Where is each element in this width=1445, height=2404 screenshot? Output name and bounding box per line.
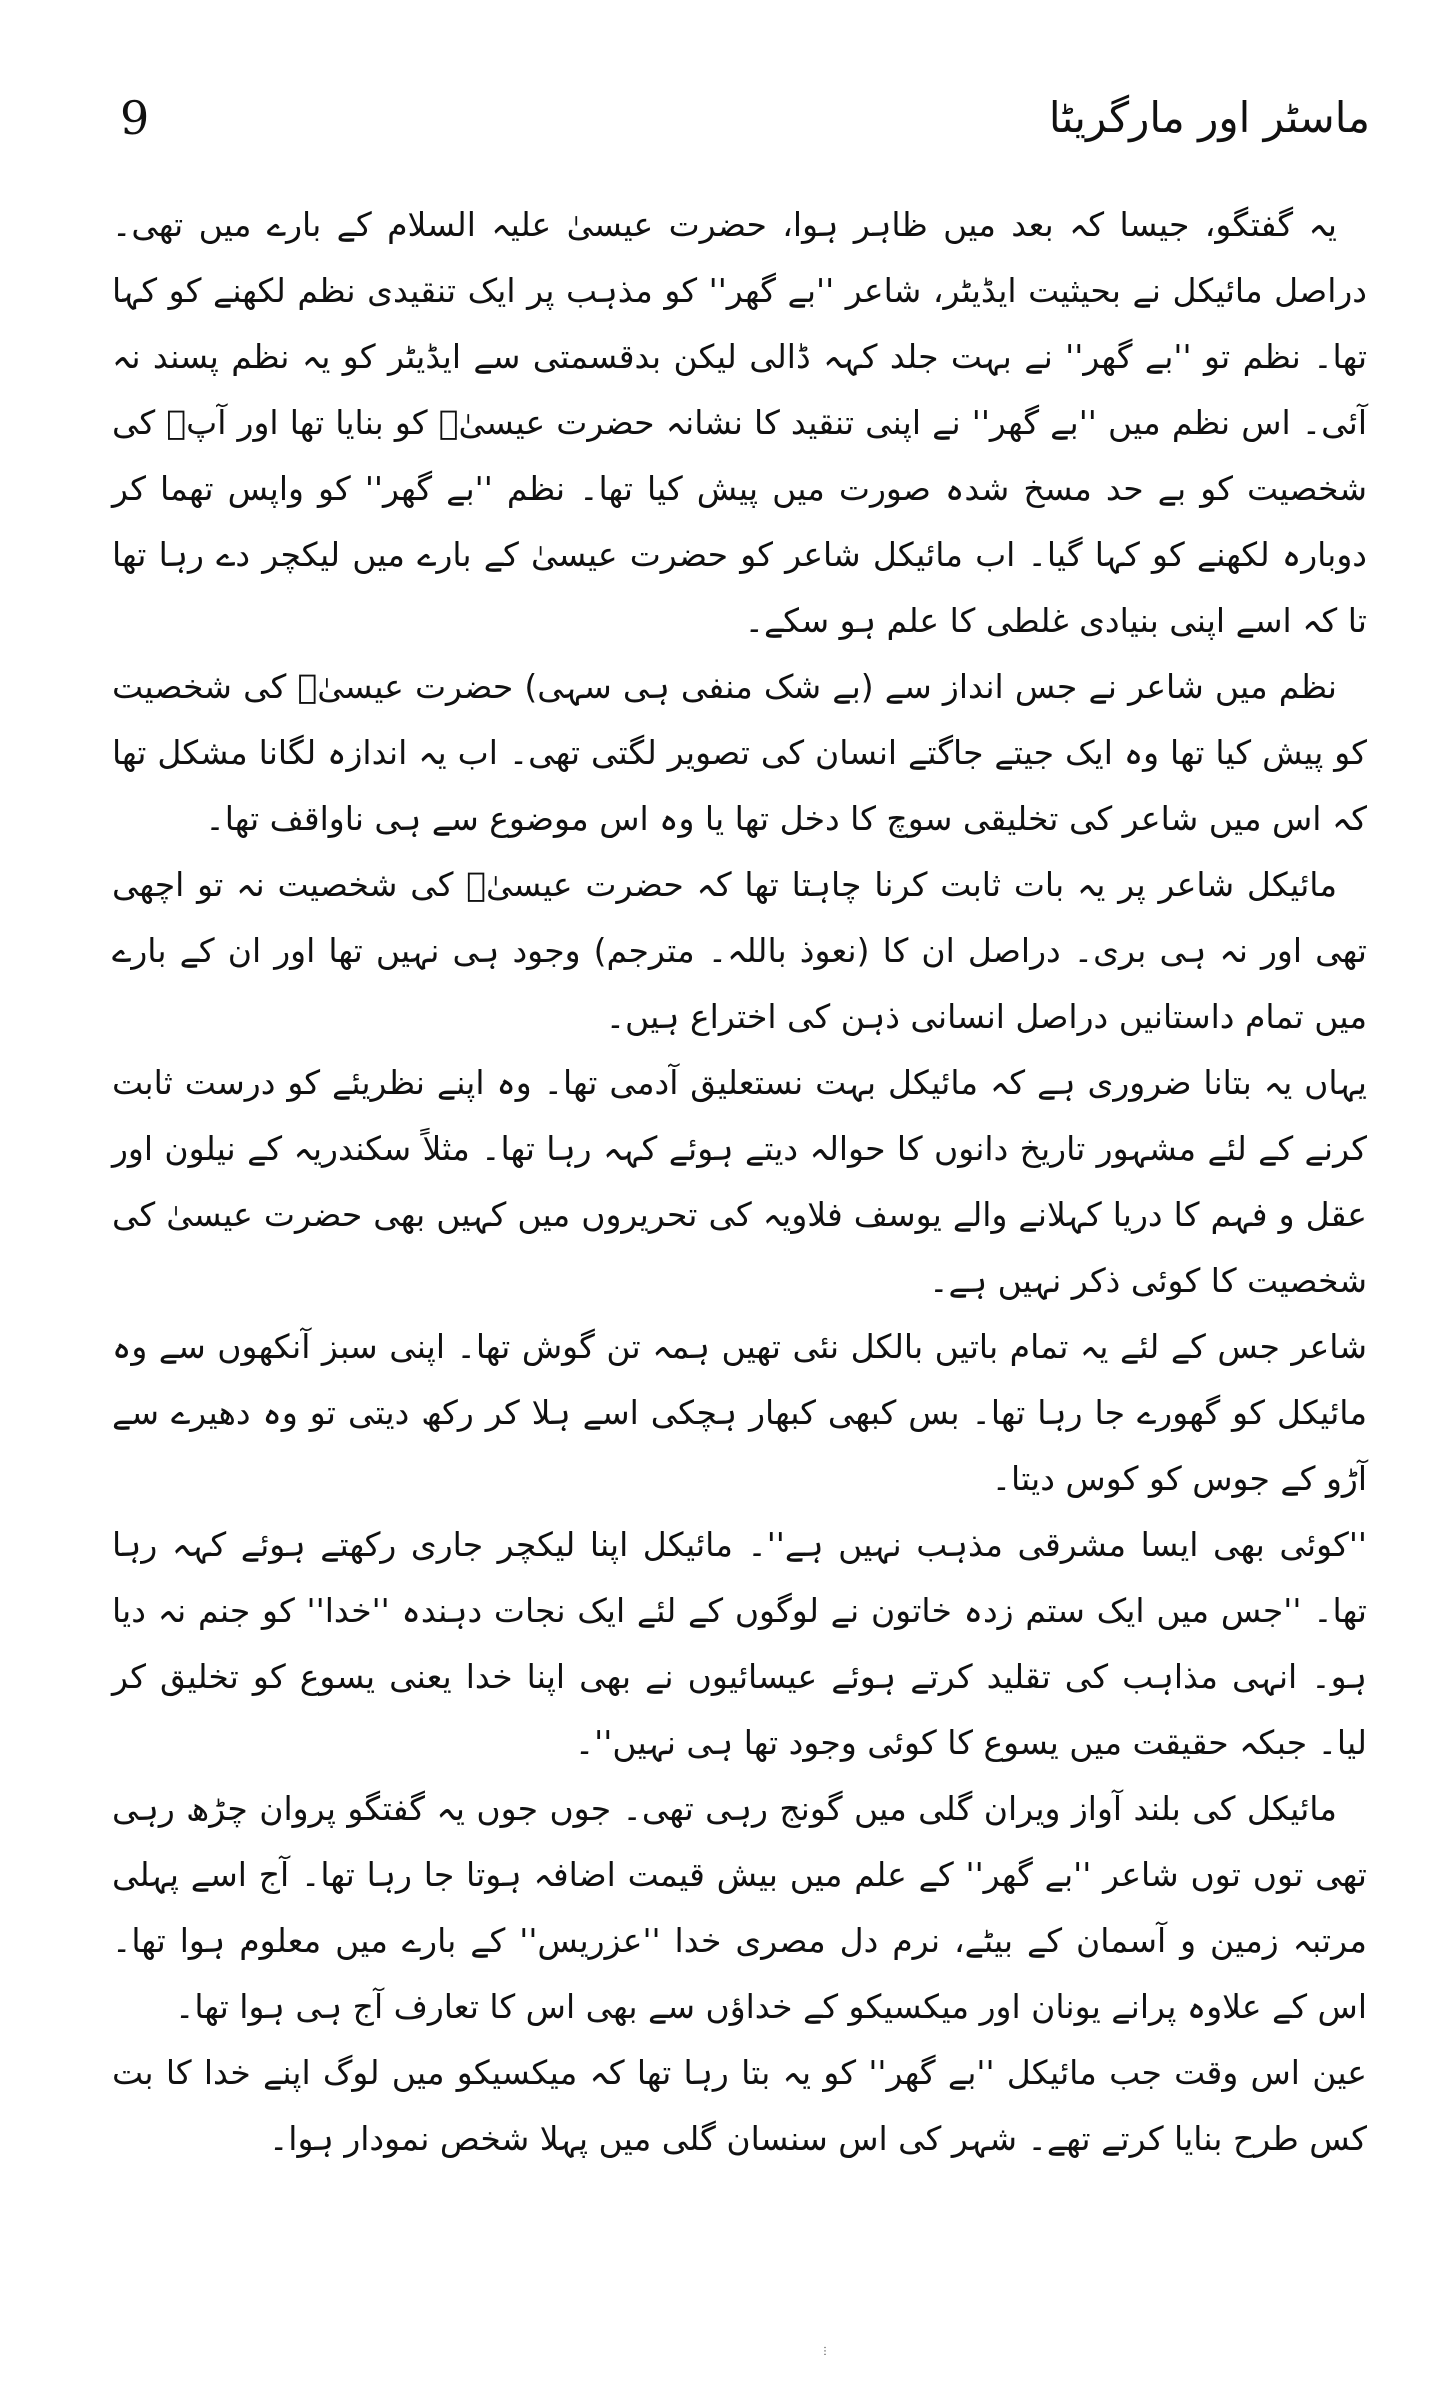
paragraph: ''کوئی بھی ایسا مشرقی مذہب نہیں ہے''۔ مائیکل اپنا لیکچر جاری رکھتے ہوئے کہہ رہا تھا۔ ''جس میں ایک ستم زدہ خاتون نے لوگوں کے لئے ایک نجات دہندہ ''خدا'' کو جنم نہ دیا ہو۔ انہی مذاہب کی تقلید کرتے ہوئے عیسائیوں نے بھی اپنا خدا یعنی یسوع کو تخلیق کر لیا۔ جبکہ حقیقت میں یسوع کا کوئی وجود تھا ہی نہیں''۔ bbox=[112, 1525, 1367, 1762]
paragraph: یہ گفتگو، جیسا کہ بعد میں ظاہر ہوا، حضرت عیسیٰ علیہ السلام کے بارے میں تھی۔ دراصل مائیکل نے بحیثیت ایڈیٹر، شاعر ''بے گھر'' کو مذہب پر ایک تنقیدی نظم لکھنے کو کہا تھا۔ نظم تو ''بے گھر'' نے بہت جلد کہہ ڈالی لیکن بدقسمتی سے ایڈیٹر کو یہ نظم پسند نہ آئی۔ اس نظم میں ''بے گھر'' نے اپنی تنقید کا نشانہ حضرت عیسیٰؑ کو بنایا تھا اور آپؑ کی شخصیت کو بے حد مسخ شدہ صورت میں پیش کیا تھا۔ نظم ''بے گھر'' کو واپس تھما کر دوبارہ لکھنے کو کہا گیا۔ اب مائیکل شاعر کو حضرت عیسیٰ کے بارے میں لیکچر دے رہا تھا تا کہ اسے اپنی بنیادی غلطی کا علم ہو سکے۔ bbox=[112, 205, 1367, 640]
paragraph: مائیکل شاعر پر یہ بات ثابت کرنا چاہتا تھا کہ حضرت عیسیٰؑ کی شخصیت نہ تو اچھی تھی اور نہ ہی بری۔ دراصل ان کا (نعوذ باللہ۔ مترجم) وجود ہی نہیں تھا اور ان کے بارے میں تمام داستانیں دراصل انسانی ذہن کی اختراع ہیں۔ bbox=[112, 865, 1367, 1036]
page-header bbox=[120, 88, 1370, 158]
paragraph: عین اس وقت جب مائیکل ''بے گھر'' کو یہ بتا رہا تھا کہ میکسیکو میں لوگ اپنے خدا کا بت کس طرح بنایا کرتے تھے۔ شہر کی اس سنسان گلی میں پہلا شخص نمودار ہوا۔ bbox=[112, 2053, 1367, 2158]
scan-speck: ⋮ bbox=[820, 2346, 830, 2357]
paragraph: شاعر جس کے لئے یہ تمام باتیں بالکل نئی تھیں ہمہ تن گوش تھا۔ اپنی سبز آنکھوں سے وہ مائیکل کو گھورے جا رہا تھا۔ بس کبھی کبھار ہچکی اسے ہلا کر رکھ دیتی تو وہ دھیرے سے آڑو کے جوس کو کوس دیتا۔ bbox=[112, 1327, 1367, 1498]
page-number: 9 bbox=[120, 91, 150, 145]
paragraph: مائیکل کی بلند آواز ویران گلی میں گونج رہی تھی۔ جوں جوں یہ گفتگو پروان چڑھ رہی تھی توں توں شاعر ''بے گھر'' کے علم میں بیش قیمت اضافہ ہوتا جا رہا تھا۔ آج اسے پہلی مرتبہ زمین و آسمان کے بیٹے، نرم دل مصری خدا ''عزریس'' کے بارے میں معلوم ہوا تھا۔ اس کے علاوہ پرانے یونان اور میکسیکو کے خداؤں سے بھی اس کا تعارف آج ہی ہوا تھا۔ bbox=[112, 1789, 1367, 2026]
running-title: ماسٹر اور مارگریٹا bbox=[1048, 93, 1370, 142]
paragraph: یہاں یہ بتانا ضروری ہے کہ مائیکل بہت نستعلیق آدمی تھا۔ وہ اپنے نظریئے کو درست ثابت کرنے کے لئے مشہور تاریخ دانوں کا حوالہ دیتے ہوئے کہہ رہا تھا۔ مثلاً سکندریہ کے نیلون اور عقل و فہم کا دریا کہلانے والے یوسف فلاویہ کی تحریروں میں کہیں بھی حضرت عیسیٰ کی شخصیت کا کوئی ذکر نہیں ہے۔ bbox=[112, 1063, 1367, 1300]
paragraph: نظم میں شاعر نے جس انداز سے (بے شک منفی ہی سہی) حضرت عیسیٰؑ کی شخصیت کو پیش کیا تھا وہ ایک جیتے جاگتے انسان کی تصویر لگتی تھی۔ اب یہ اندازہ لگانا مشکل تھا کہ اس میں شاعر کی تخلیقی سوچ کا دخل تھا یا وہ اس موضوع سے ہی ناواقف تھا۔ bbox=[112, 667, 1367, 838]
body-text bbox=[112, 192, 1367, 2172]
